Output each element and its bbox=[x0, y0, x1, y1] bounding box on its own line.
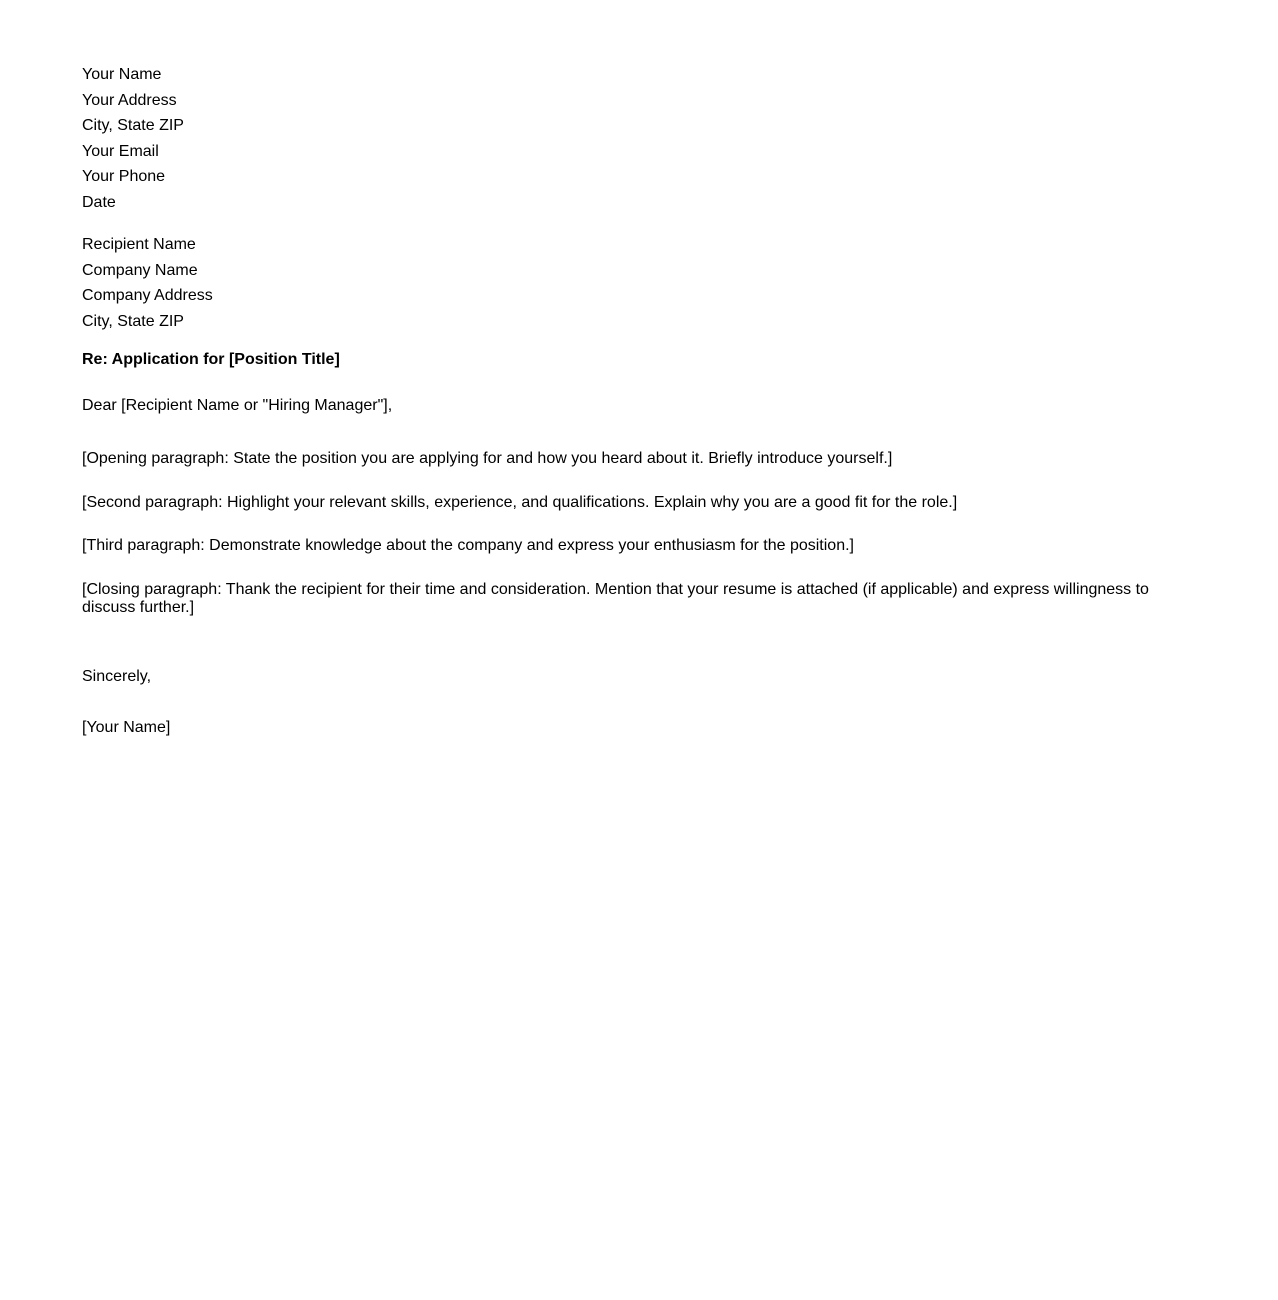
sender-name: Your Name bbox=[82, 66, 162, 83]
recipient-company: Company Name bbox=[82, 261, 198, 279]
subject-line: Re: Application for [Position Title] bbox=[82, 351, 340, 368]
paragraph-second: [Second paragraph: Highlight your relevant skills, experience, and qualifications. Explain why you are a good fit for the role.] bbox=[82, 494, 958, 511]
paragraph-opening: [Opening paragraph: State the position you are applying for and how you heard about it. Briefly introduce yourself.] bbox=[82, 450, 893, 467]
paragraph-closing: [Closing paragraph: Thank the recipient for their time and consideration. Mention that your resume is attached (if applicable) and express willingness to discuss further.] bbox=[82, 581, 1149, 616]
salutation: Dear [Recipient Name or "Hiring Manager"], bbox=[82, 397, 393, 414]
letter-date: Date bbox=[82, 193, 116, 211]
recipient-address: Company Address bbox=[82, 287, 213, 305]
sender-block bbox=[82, 62, 184, 216]
recipient-block bbox=[82, 232, 213, 334]
sender-city: City, State ZIP bbox=[82, 117, 184, 135]
signature: [Your Name] bbox=[82, 719, 171, 736]
paragraph-third: [Third paragraph: Demonstrate knowledge about the company and express your enthusiasm for the position.] bbox=[82, 537, 854, 554]
sender-email: Your Email bbox=[82, 142, 159, 160]
recipient-city: City, State ZIP bbox=[82, 312, 184, 330]
closing: Sincerely, bbox=[82, 668, 152, 685]
recipient-name: Recipient Name bbox=[82, 236, 196, 253]
sender-phone: Your Phone bbox=[82, 168, 166, 186]
sender-address: Your Address bbox=[82, 91, 177, 109]
